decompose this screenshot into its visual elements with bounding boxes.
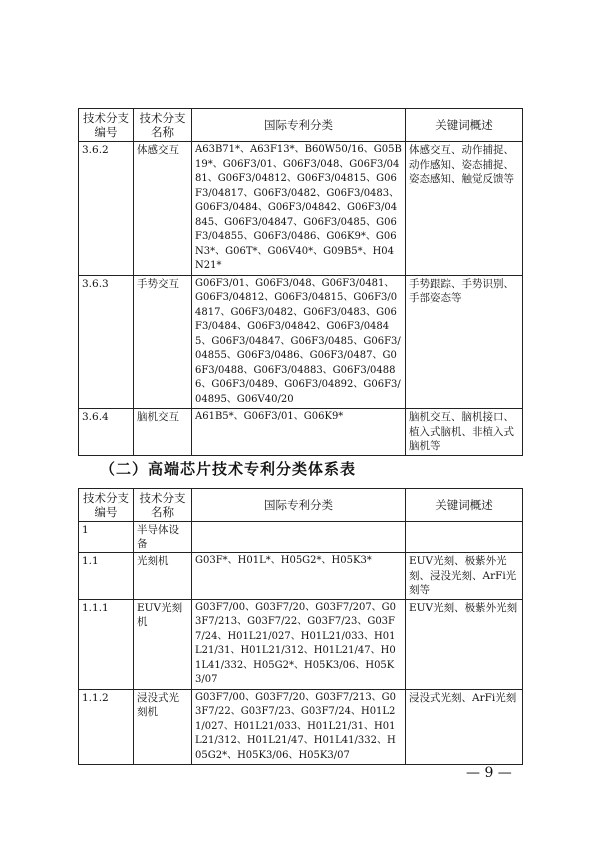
table-row [79, 689, 523, 765]
branch-name-cell: 手势交互 [134, 275, 192, 409]
branch-code-cell: 1.1 [79, 553, 134, 600]
branch-name-cell: EUV光刻机 [134, 599, 192, 689]
header-keywords: 关键词概述 [406, 489, 523, 522]
keywords-cell: EUV光刻、极紫外光刻 [406, 599, 523, 689]
branch-code-cell: 3.6.3 [79, 275, 134, 409]
header-ipc: 国际专利分类 [192, 109, 406, 142]
header-branch-code: 技术分支编号 [79, 109, 134, 142]
branch-name-cell: 浸没式光刻机 [134, 689, 192, 765]
header-keywords: 关键词概述 [406, 109, 523, 142]
ipc-cell: A63B71*、A63F13*、B60W50/16、G05B19*、G06F3/01、G06F3/048、G06F3/0481、G06F3/04812、G06F3/04815、G06F3/04817、G06F3/0482、G06F3/0483、G06F3/0484、G06F3/04842、G06F3/04845、G06F3/04847、G06F3/0485、G06F3/04855、G06F3/0486、G06K9*、G06N3*、G06T*、G06V40*、G09B5*、H04N21* [192, 142, 406, 276]
ipc-cell: A61B5*、G06F3/01、G06K9* [192, 409, 406, 456]
table-row [79, 275, 523, 409]
table-row [79, 599, 523, 689]
keywords-cell [406, 522, 523, 553]
ipc-cell: G03F7/00、G03F7/20、G03F7/213、G03F7/22、G03F7/23、G03F7/24、H01L21/027、H01L21/033、H01L21/31、H01L21/312、H01L21/47、H01L41/332、H05G2*、H05K3/06、H05K3/07 [192, 689, 406, 765]
branch-name-cell: 半导体设备 [134, 522, 192, 553]
table-row [79, 553, 523, 600]
patent-classification-table-chips [78, 488, 523, 765]
branch-name-cell: 光刻机 [134, 553, 192, 600]
keywords-cell: 手势跟踪、手势识别、手部姿态等 [406, 275, 523, 409]
branch-code-cell: 1.1.2 [79, 689, 134, 765]
table-row [79, 409, 523, 456]
branch-code-cell: 3.6.4 [79, 409, 134, 456]
branch-name-cell: 脑机交互 [134, 409, 192, 456]
ipc-cell: G03F*、H01L*、H05G2*、H05K3* [192, 553, 406, 600]
header-branch-name: 技术分支名称 [134, 109, 192, 142]
page-number: — 9 — [466, 765, 512, 781]
branch-name-cell: 体感交互 [134, 142, 192, 276]
header-branch-code: 技术分支编号 [79, 489, 134, 522]
table-header-row [79, 489, 523, 522]
keywords-cell: 浸没式光刻、ArFi光刻 [406, 689, 523, 765]
ipc-cell [192, 522, 406, 553]
ipc-cell: G06F3/01、G06F3/048、G06F3/0481、G06F3/04812、G06F3/04815、G06F3/04817、G06F3/0482、G06F3/0483、G06F3/0484、G06F3/04842、G06F3/04845、G06F3/04847、G06F3/0485、G06F3/04855、G06F3/0486、G06F3/0487、G06F3/0488、G06F3/04883、G06F3/04886、G06F3/0489、G06F3/04892、G06F3/04895、G06V40/20 [192, 275, 406, 409]
table-row [79, 522, 523, 553]
patent-classification-table-vr [78, 108, 523, 456]
branch-code-cell: 1.1.1 [79, 599, 134, 689]
branch-code-cell: 1 [79, 522, 134, 553]
keywords-cell: 体感交互、动作捕捉、动作感知、姿态捕捉、姿态感知、触觉反馈等 [406, 142, 523, 276]
section-heading: （二）高端芯片技术专利分类体系表 [100, 460, 357, 478]
table-row [79, 142, 523, 276]
table-header-row [79, 109, 523, 142]
keywords-cell: EUV光刻、极紫外光刻、浸没光刻、ArFi光刻等 [406, 553, 523, 600]
header-branch-name: 技术分支名称 [134, 489, 192, 522]
ipc-cell: G03F7/00、G03F7/20、G03F7/207、G03F7/213、G03F7/22、G03F7/23、G03F7/24、H01L21/027、H01L21/033、H01L21/31、H01L21/312、H01L21/47、H01L41/332、H05G2*、H05K3/06、H05K3/07 [192, 599, 406, 689]
branch-code-cell: 3.6.2 [79, 142, 134, 276]
keywords-cell: 脑机交互、脑机接口、植入式脑机、非植入式脑机等 [406, 409, 523, 456]
header-ipc: 国际专利分类 [192, 489, 406, 522]
